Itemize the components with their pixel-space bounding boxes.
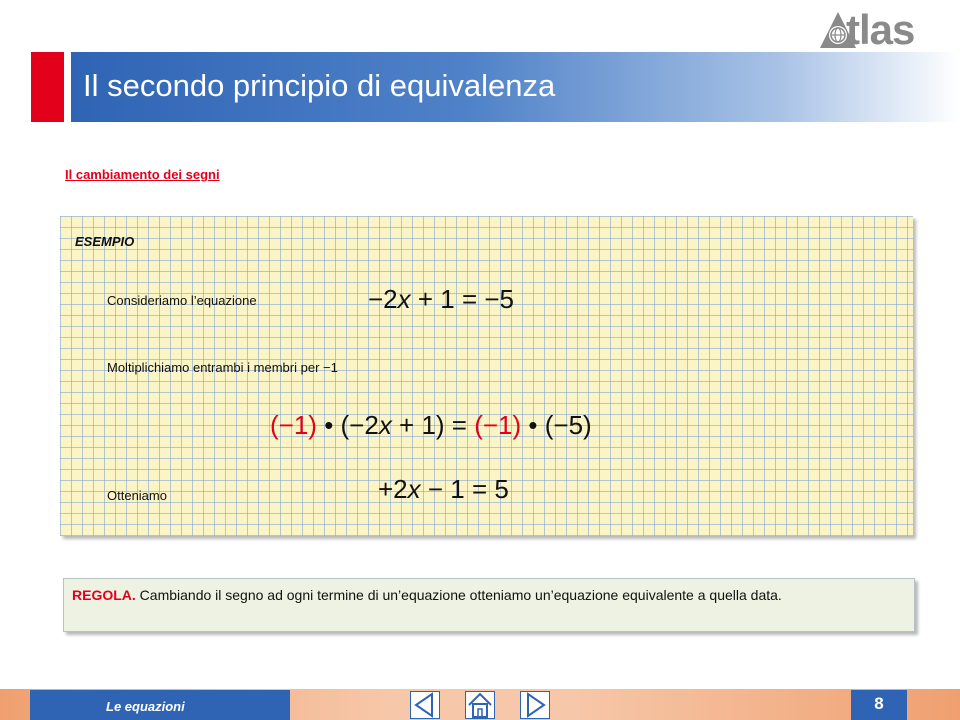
eq1-rest: + 1 = −5 (410, 284, 515, 314)
step1-text: Consideriamo l’equazione (107, 293, 257, 308)
footer-section-label: Le equazioni (106, 699, 185, 714)
step3-text: Otteniamo (107, 488, 167, 503)
rule-text (72, 585, 908, 605)
section-subtitle: Il cambiamento dei segni (65, 167, 220, 182)
eq2-multiplier-left: (−1) (270, 410, 317, 440)
title-bar (71, 52, 960, 122)
logo-text: tlas (846, 6, 915, 53)
eq2-var: x (378, 410, 392, 440)
rule-box (63, 578, 915, 632)
eq3-var: x (407, 474, 421, 504)
example-label: ESEMPIO (75, 234, 135, 249)
home-icon[interactable] (465, 691, 495, 719)
equation-1 (368, 284, 514, 315)
rule-label: REGOLA. (72, 587, 136, 603)
page-title: Il secondo principio di equivalenza (83, 68, 556, 103)
eq2-part5: • (−5) (521, 410, 592, 440)
eq2-part3: + 1) = (391, 410, 475, 440)
equation-2 (270, 410, 592, 441)
step2-text: Moltiplichiamo entrambi i membri per −1 (107, 360, 338, 375)
eq3-rest: − 1 = 5 (420, 474, 509, 504)
eq2-part2: • (−2 (316, 410, 379, 440)
footer-section-tab[interactable] (30, 690, 290, 720)
rule-body: Cambiando il segno ad ogni termine di un’equazione otteniamo un’equazione equivalente a quella data. (135, 587, 782, 603)
eq1-var: x (397, 284, 411, 314)
prev-arrow-icon[interactable] (410, 691, 440, 719)
page-number: 8 (851, 690, 907, 720)
next-arrow-icon[interactable] (520, 691, 550, 719)
eq3-coef: +2 (378, 474, 408, 504)
equation-3 (378, 474, 509, 505)
atlas-logo (818, 6, 936, 53)
eq2-multiplier-right: (−1) (474, 410, 522, 440)
red-accent-block (31, 52, 64, 122)
eq1-coef: −2 (368, 284, 398, 314)
